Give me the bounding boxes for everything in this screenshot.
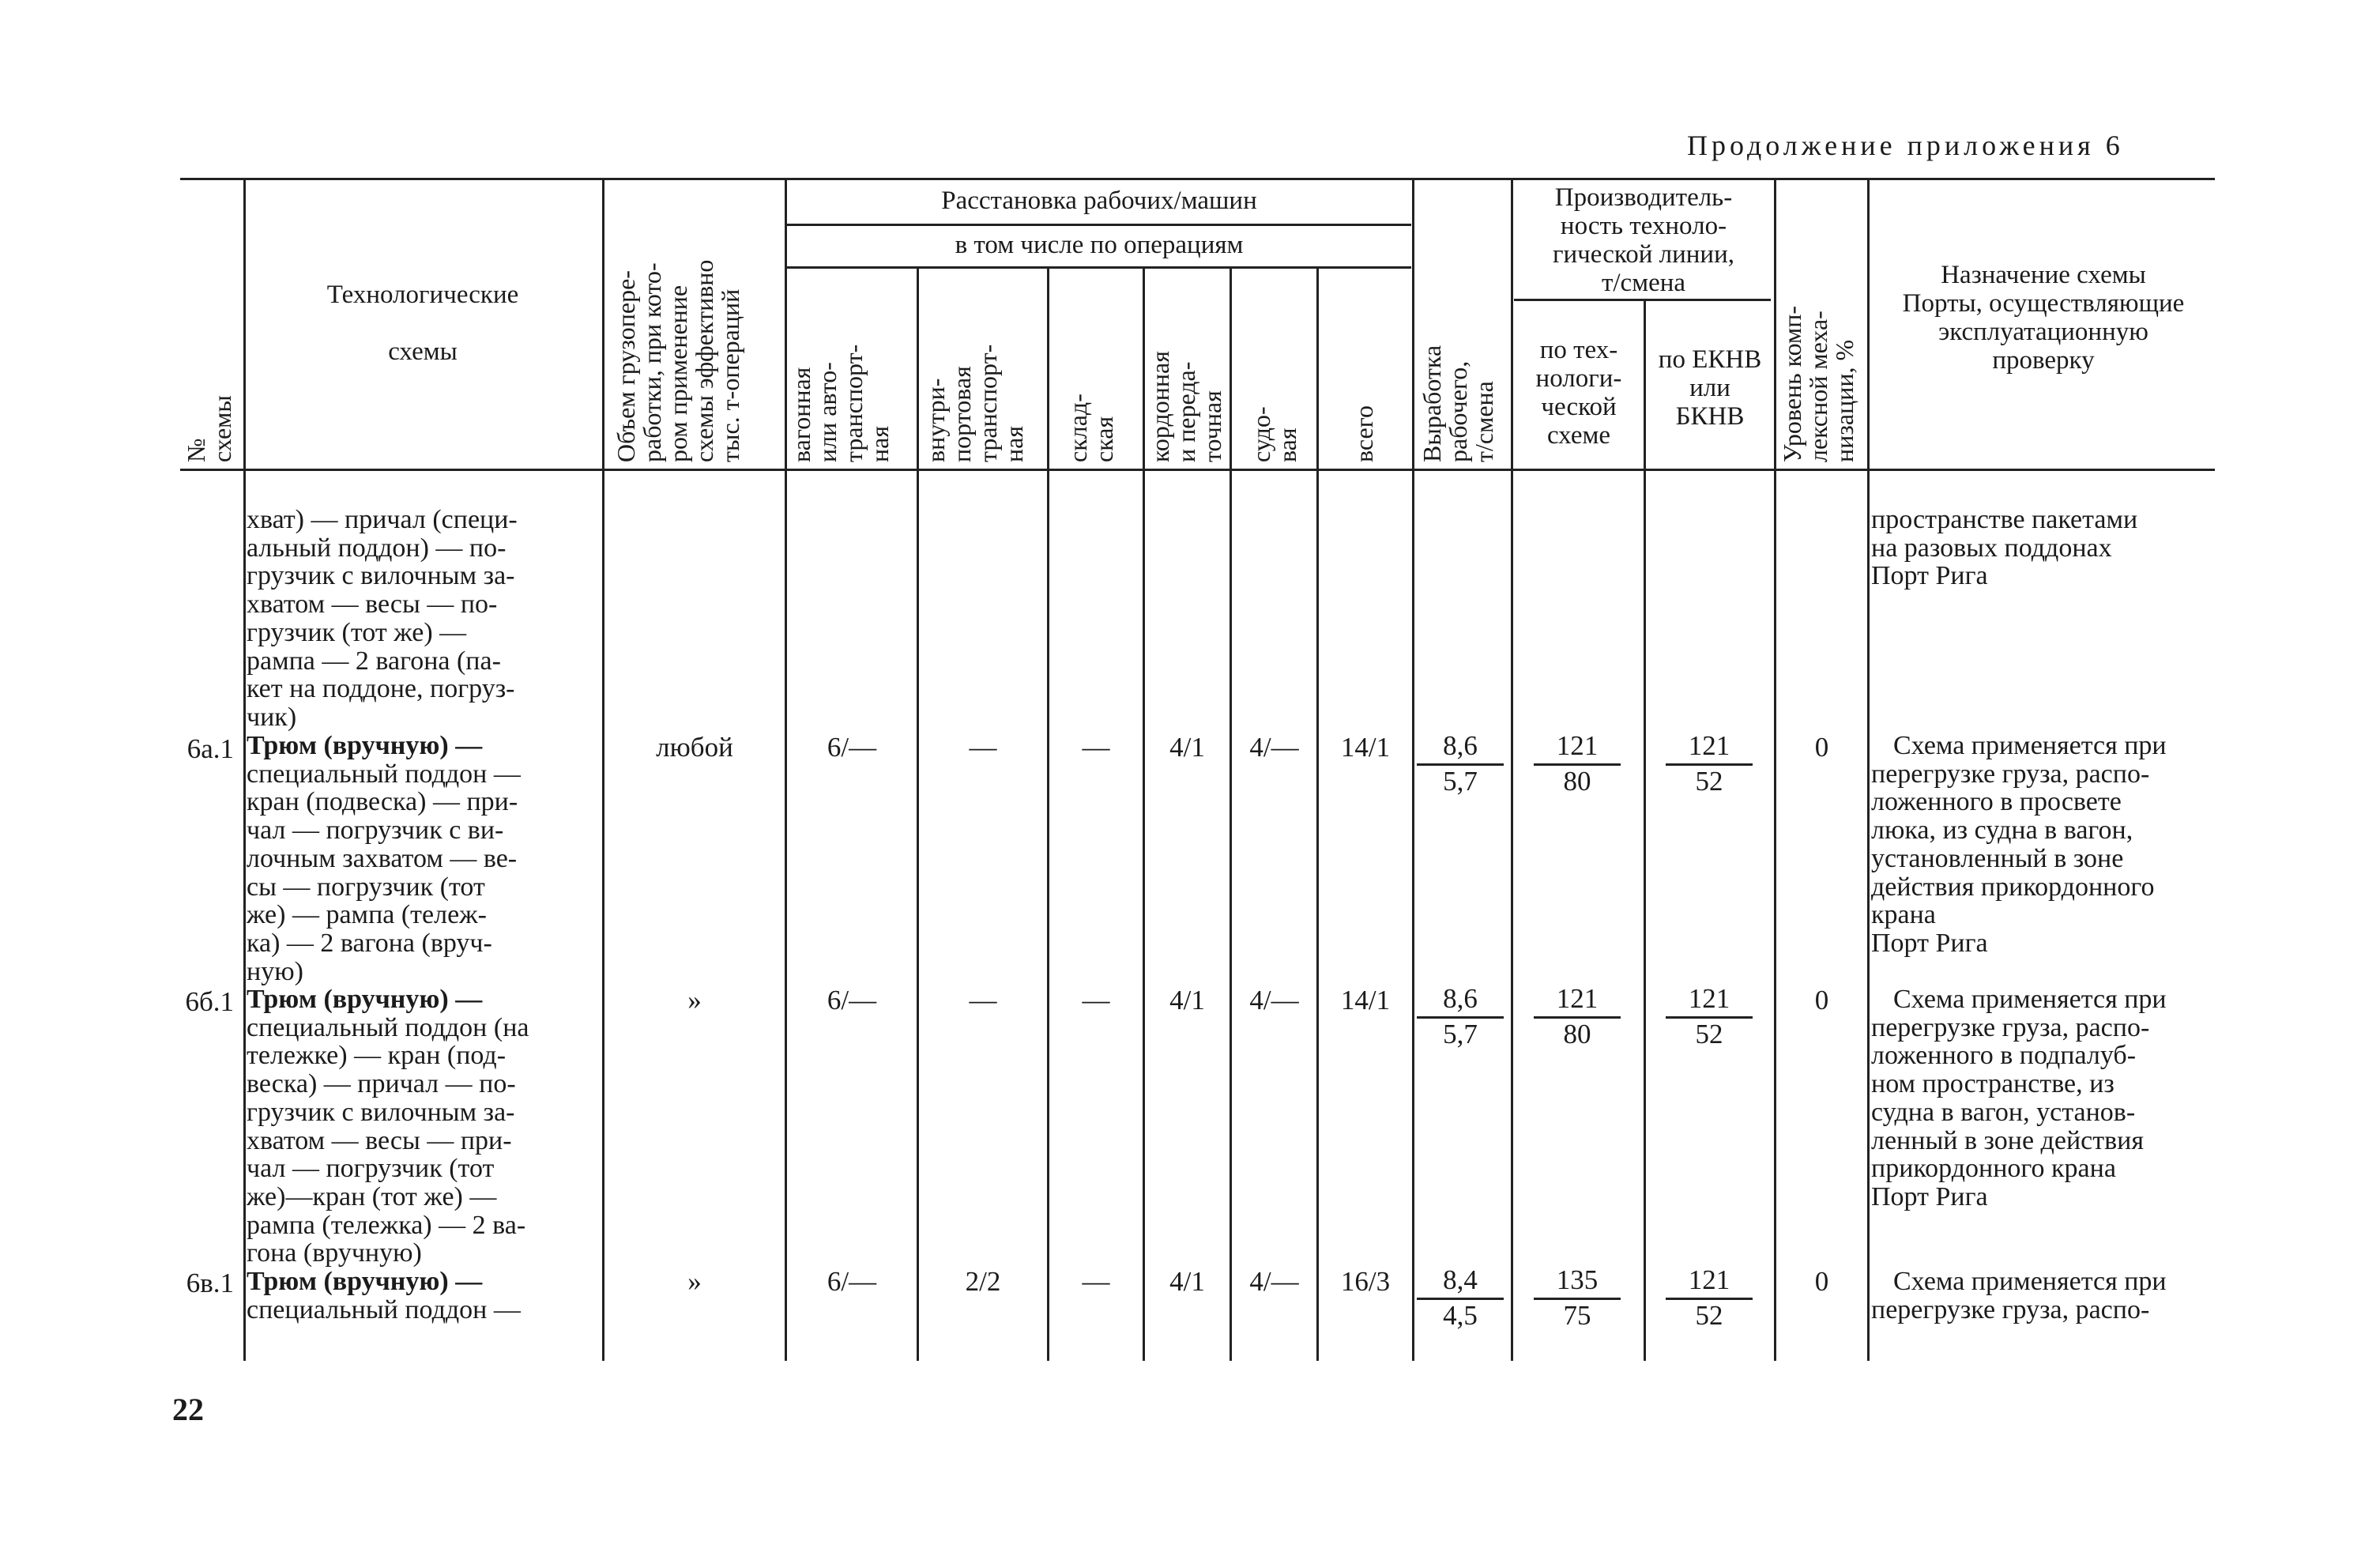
scheme-line: хватом — весы — при- bbox=[247, 1125, 512, 1155]
scheme-line: кет на поддоне, погруз- bbox=[247, 674, 515, 704]
ekn-denominator: 52 bbox=[1695, 1300, 1723, 1331]
scheme-line: кран (подвеска) — при- bbox=[247, 787, 518, 817]
header-technological-schemes: Технологические схемы bbox=[326, 281, 519, 366]
col-divider bbox=[785, 180, 787, 1361]
col-divider bbox=[602, 180, 604, 1361]
warehouse-cell: — bbox=[1082, 732, 1110, 763]
continuation-scheme bbox=[247, 506, 594, 732]
output-fraction bbox=[1417, 730, 1504, 797]
output-denominator: 5,7 bbox=[1443, 1019, 1478, 1049]
scheme-line: хватом — весы — по- bbox=[247, 590, 498, 620]
header-purpose: Назначение схемы Порты, осуществляющие эксплуатационную проверку bbox=[1902, 261, 2185, 375]
row-scheme bbox=[247, 985, 594, 1268]
col-divider bbox=[1316, 269, 1319, 1361]
scheme-line: специальный поддон — bbox=[247, 759, 521, 789]
mech-level-cell: 0 bbox=[1814, 985, 1829, 1015]
purpose-line: Схема применяется при bbox=[1893, 985, 2167, 1014]
row-number: 6в.1 bbox=[186, 1268, 234, 1298]
purpose-line: Порт Рига bbox=[1871, 1181, 1988, 1211]
scheme-line: специальный поддон — bbox=[247, 1294, 521, 1324]
header-op-ship: судо- вая bbox=[1247, 406, 1301, 462]
tech-productivity-fraction bbox=[1534, 1264, 1621, 1332]
scheme-line: Трюм (вручную) — bbox=[247, 731, 483, 760]
purpose-line: ном пространстве, из bbox=[1871, 1069, 2115, 1099]
scheme-line: чал — погрузчик (тот bbox=[247, 1154, 495, 1184]
scheme-line: же) — рампа (тележ- bbox=[247, 900, 487, 930]
wagon-cell: 6/— bbox=[827, 1266, 877, 1297]
header-output: Выработка рабочего, т/смена bbox=[1418, 345, 1498, 462]
header-prod-tech: по тех- нологи- ческой схеме bbox=[1535, 336, 1622, 450]
output-numerator: 8,6 bbox=[1417, 983, 1504, 1019]
col-divider bbox=[1143, 269, 1145, 1361]
purpose-line: на разовых поддонах bbox=[1871, 533, 2112, 563]
row-purpose bbox=[1871, 1268, 2212, 1324]
header-prod-ekn: по ЕКНВ или БКНВ bbox=[1658, 345, 1762, 431]
header-bottom-rule bbox=[180, 469, 2215, 471]
scheme-line: альный поддон) — по- bbox=[247, 533, 507, 563]
header-placement: Расстановка рабочих/машин bbox=[941, 187, 1257, 215]
mech-level-cell: 0 bbox=[1814, 732, 1829, 763]
tech-numerator: 121 bbox=[1534, 983, 1621, 1019]
scheme-line: тележке) — кран (под- bbox=[247, 1041, 507, 1071]
purpose-line: действия прикордонного bbox=[1871, 872, 2155, 902]
tech-numerator: 121 bbox=[1534, 730, 1621, 766]
ekn-productivity-fraction bbox=[1666, 983, 1753, 1050]
output-numerator: 8,4 bbox=[1417, 1264, 1504, 1300]
internal-cell: 2/2 bbox=[965, 1266, 1001, 1297]
internal-cell: — bbox=[969, 985, 997, 1015]
purpose-line: ложенного в подпалуб- bbox=[1871, 1041, 2137, 1071]
purpose-line: крана bbox=[1871, 900, 1936, 930]
scheme-line: грузчик (тот же) — bbox=[247, 617, 467, 647]
scheme-line: же)—кран (тот же) — bbox=[247, 1181, 497, 1211]
ship-cell: 4/— bbox=[1249, 732, 1299, 763]
page-number: 22 bbox=[172, 1392, 204, 1427]
scheme-line: веска) — причал — по- bbox=[247, 1069, 516, 1099]
ekn-productivity-fraction bbox=[1666, 730, 1753, 797]
scheme-line: сы — погрузчик (тот bbox=[247, 872, 485, 902]
volume-cell: » bbox=[687, 1266, 702, 1297]
tech-productivity-fraction bbox=[1534, 730, 1621, 797]
scheme-line: специальный поддон (на bbox=[247, 1012, 529, 1042]
wagon-cell: 6/— bbox=[827, 985, 877, 1015]
row-scheme bbox=[247, 1268, 594, 1324]
internal-cell: — bbox=[969, 732, 997, 763]
scheme-line: Трюм (вручную) — bbox=[247, 985, 483, 1014]
ekn-denominator: 52 bbox=[1695, 1019, 1723, 1049]
ekn-numerator: 121 bbox=[1666, 1264, 1753, 1300]
row-number: 6а.1 bbox=[186, 733, 234, 764]
scheme-line: ка) — 2 вагона (вруч- bbox=[247, 928, 492, 958]
total-cell: 16/3 bbox=[1340, 1266, 1391, 1297]
header-op-cordon: кордонная и переда- точная bbox=[1146, 351, 1226, 462]
col-divider bbox=[243, 180, 246, 1361]
ekn-denominator: 52 bbox=[1695, 766, 1723, 797]
productivity-underline bbox=[1514, 299, 1771, 301]
ship-cell: 4/— bbox=[1249, 985, 1299, 1015]
header-mech-level: Уровень комп- лексной меха- низации, % bbox=[1778, 305, 1858, 462]
scheme-line: лочным захватом — ве- bbox=[247, 843, 518, 873]
purpose-line: перегрузке груза, распо- bbox=[1871, 759, 2150, 789]
purpose-line: перегрузке груза, распо- bbox=[1871, 1012, 2150, 1042]
row-purpose bbox=[1871, 732, 2212, 958]
col-divider bbox=[1230, 269, 1232, 1361]
purpose-line: прикордонного крана bbox=[1871, 1154, 2116, 1184]
scheme-line: рампа — 2 вагона (па- bbox=[247, 646, 501, 676]
purpose-line: перегрузке груза, распо- bbox=[1871, 1294, 2150, 1324]
header-op-total: всего bbox=[1350, 405, 1378, 462]
tech-denominator: 75 bbox=[1563, 1300, 1591, 1331]
cordon-cell: 4/1 bbox=[1169, 985, 1205, 1015]
cordon-cell: 4/1 bbox=[1169, 732, 1205, 763]
tech-productivity-fraction bbox=[1534, 983, 1621, 1050]
wagon-cell: 6/— bbox=[827, 732, 877, 763]
tech-denominator: 80 bbox=[1563, 766, 1591, 797]
continuation-caption: Продолжение приложения 6 bbox=[1687, 130, 2124, 161]
scheme-line: ную) bbox=[247, 956, 303, 986]
purpose-line: Схема применяется при bbox=[1893, 1267, 2167, 1296]
header-volume: Объем грузопере- работки, при кото- ром применение схемы эффективно тыс. т-операций bbox=[612, 259, 744, 462]
col-divider bbox=[1412, 180, 1414, 1361]
row-scheme bbox=[247, 732, 594, 985]
scheme-line: хват) — причал (специ- bbox=[247, 505, 518, 534]
scheme-line: грузчик с вилочным за- bbox=[247, 1097, 515, 1127]
header-op-internal: внутри- портовая транспорт- ная bbox=[921, 344, 1028, 462]
header-by-operations: в том числе по операциям bbox=[955, 231, 1244, 259]
output-numerator: 8,6 bbox=[1417, 730, 1504, 766]
continuation-purpose bbox=[1871, 506, 2212, 590]
row-purpose bbox=[1871, 985, 2212, 1211]
purpose-line: Порт Рига bbox=[1871, 928, 1988, 958]
table-top-rule bbox=[180, 178, 2215, 180]
header-productivity: Производитель- ность техноло- гической линии, т/смена bbox=[1552, 183, 1735, 297]
mech-level-cell: 0 bbox=[1814, 1266, 1829, 1297]
purpose-line: пространстве пакетами bbox=[1871, 505, 2138, 534]
header-op-wagon: вагонная или авто- транспорт- ная bbox=[787, 344, 894, 462]
purpose-line: судна в вагон, установ- bbox=[1871, 1097, 2136, 1127]
header-op-warehouse: склад- ская bbox=[1064, 394, 1118, 462]
header-scheme-number: № схемы bbox=[182, 395, 236, 462]
scheme-line: грузчик с вилочным за- bbox=[247, 561, 515, 591]
purpose-line: люка, из судна в вагон, bbox=[1871, 816, 2133, 846]
scheme-line: гона (вручную) bbox=[247, 1238, 422, 1268]
row-number: 6б.1 bbox=[185, 986, 234, 1017]
output-fraction bbox=[1417, 1264, 1504, 1332]
scheme-line: Трюм (вручную) — bbox=[247, 1267, 483, 1296]
output-denominator: 4,5 bbox=[1443, 1300, 1478, 1331]
ekn-productivity-fraction bbox=[1666, 1264, 1753, 1332]
col-divider bbox=[1511, 180, 1513, 1361]
total-cell: 14/1 bbox=[1340, 985, 1391, 1015]
scheme-line: чик) bbox=[247, 702, 297, 732]
purpose-line: ложенного в просвете bbox=[1871, 787, 2122, 817]
tech-denominator: 80 bbox=[1563, 1019, 1591, 1049]
col-divider bbox=[917, 269, 919, 1361]
purpose-line: Схема применяется при bbox=[1893, 731, 2167, 760]
purpose-line: установленный в зоне bbox=[1871, 843, 2124, 873]
tech-numerator: 135 bbox=[1534, 1264, 1621, 1300]
scheme-line: рампа (тележка) — 2 ва- bbox=[247, 1210, 526, 1240]
purpose-line: Порт Рига bbox=[1871, 561, 1988, 591]
col-divider bbox=[1644, 301, 1646, 1361]
warehouse-cell: — bbox=[1082, 1266, 1110, 1297]
col-divider bbox=[1047, 269, 1049, 1361]
warehouse-cell: — bbox=[1082, 985, 1110, 1015]
col-divider bbox=[1774, 180, 1776, 1361]
volume-cell: любой bbox=[656, 732, 733, 763]
ekn-numerator: 121 bbox=[1666, 730, 1753, 766]
output-fraction bbox=[1417, 983, 1504, 1050]
cordon-cell: 4/1 bbox=[1169, 1266, 1205, 1297]
volume-cell: » bbox=[687, 985, 702, 1015]
ship-cell: 4/— bbox=[1249, 1266, 1299, 1297]
placement-underline bbox=[787, 224, 1411, 226]
purpose-line: ленный в зоне действия bbox=[1871, 1125, 2144, 1155]
output-denominator: 5,7 bbox=[1443, 766, 1478, 797]
ekn-numerator: 121 bbox=[1666, 983, 1753, 1019]
scheme-line: чал — погрузчик с ви- bbox=[247, 816, 504, 846]
total-cell: 14/1 bbox=[1340, 732, 1391, 763]
